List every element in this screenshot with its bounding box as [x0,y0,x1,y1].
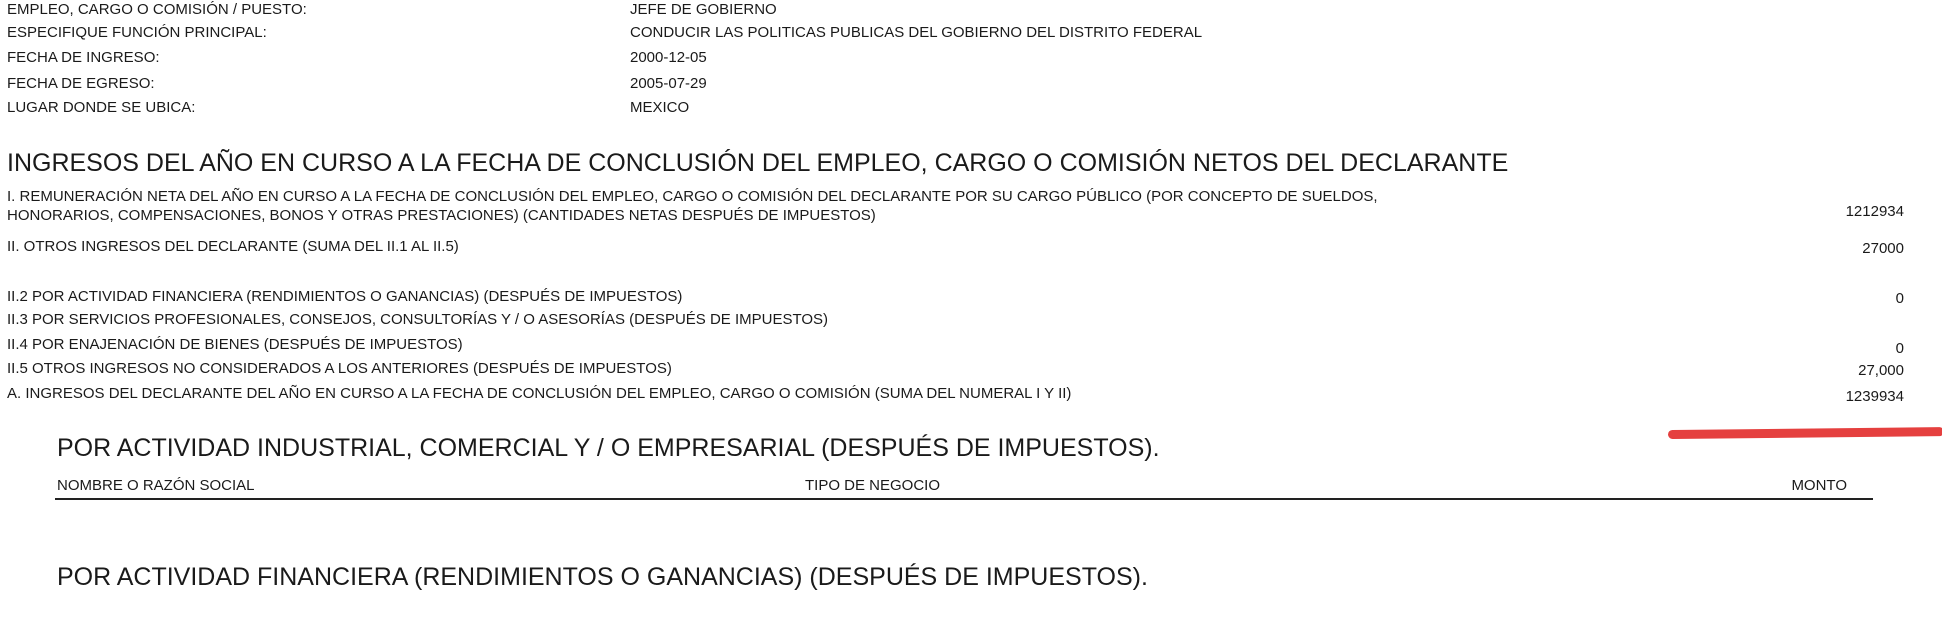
income-ii3-label: II.3 POR SERVICIOS PROFESIONALES, CONSEJOS, CONSULTORÍAS Y / O ASESORÍAS (DESPUÉS DE IMPUESTOS) [7,311,829,328]
function-label: ESPECIFIQUE FUNCIÓN PRINCIPAL: [7,24,267,41]
industrial-title: POR ACTIVIDAD INDUSTRIAL, COMERCIAL Y / O EMPRESARIAL (DESPUÉS DE IMPUESTOS). [57,434,1160,462]
location-label: LUGAR DONDE SE UBICA: [7,99,196,116]
income-i-label-line2: HONORARIOS, COMPENSACIONES, BONOS Y OTRAS PRESTACIONES) (CANTIDADES NETAS DESPUÉS DE IMPUESTOS) [7,207,876,224]
table-header-rule [55,498,1873,500]
income-ii5-value: 27,000 [1858,362,1904,379]
income-ii4-label: II.4 POR ENAJENACIÓN DE BIENES (DESPUÉS DE IMPUESTOS) [7,336,463,353]
start-date-value: 2000-12-05 [630,49,707,66]
employment-value: JEFE DE GOBIERNO [630,1,777,18]
income-ii-value: 27000 [1862,240,1904,257]
income-ii-label: II. OTROS INGRESOS DEL DECLARANTE (SUMA DEL II.1 AL II.5) [7,238,459,255]
function-value: CONDUCIR LAS POLITICAS PUBLICAS DEL GOBIERNO DEL DISTRITO FEDERAL [630,24,1203,41]
income-ii5-label: II.5 OTROS INGRESOS NO CONSIDERADOS A LOS ANTERIORES (DESPUÉS DE IMPUESTOS) [7,360,672,377]
income-ii4-value: 0 [1895,340,1904,357]
column-header-amount: MONTO [1791,477,1847,494]
employment-label: EMPLEO, CARGO O COMISIÓN / PUESTO: [7,1,307,18]
end-date-value: 2005-07-29 [630,75,707,92]
column-header-name: NOMBRE O RAZÓN SOCIAL [57,477,255,494]
income-ii2-value: 0 [1895,290,1904,307]
income-i-label-line1: I. REMUNERACIÓN NETA DEL AÑO EN CURSO A LA FECHA DE CONCLUSIÓN DEL EMPLEO, CARGO O COMISIÓN DEL DECLARANTE POR SU CARGO PÚBLICO (POR CONCEPTO DE SUELDOS, [7,188,1378,205]
income-title: INGRESOS DEL AÑO EN CURSO A LA FECHA DE CONCLUSIÓN DEL EMPLEO, CARGO O COMISIÓN NETOS DEL DECLARANTE [7,149,1509,177]
income-i-value: 1212934 [1845,203,1904,220]
income-ii2-label: II.2 POR ACTIVIDAD FINANCIERA (RENDIMIENTOS O GANANCIAS) (DESPUÉS DE IMPUESTOS) [7,288,683,305]
column-header-type: TIPO DE NEGOCIO [805,477,941,494]
income-total-label: A. INGRESOS DEL DECLARANTE DEL AÑO EN CURSO A LA FECHA DE CONCLUSIÓN DEL EMPLEO, CARGO O COMISIÓN (SUMA DEL NUMERAL I Y II) [7,385,1072,402]
red-marker-stroke [1668,427,1942,439]
financial-title: POR ACTIVIDAD FINANCIERA (RENDIMIENTOS O GANANCIAS) (DESPUÉS DE IMPUESTOS). [57,563,1148,591]
end-date-label: FECHA DE EGRESO: [7,75,155,92]
start-date-label: FECHA DE INGRESO: [7,49,160,66]
income-total-value: 1239934 [1845,388,1904,405]
location-value: MEXICO [630,99,690,116]
